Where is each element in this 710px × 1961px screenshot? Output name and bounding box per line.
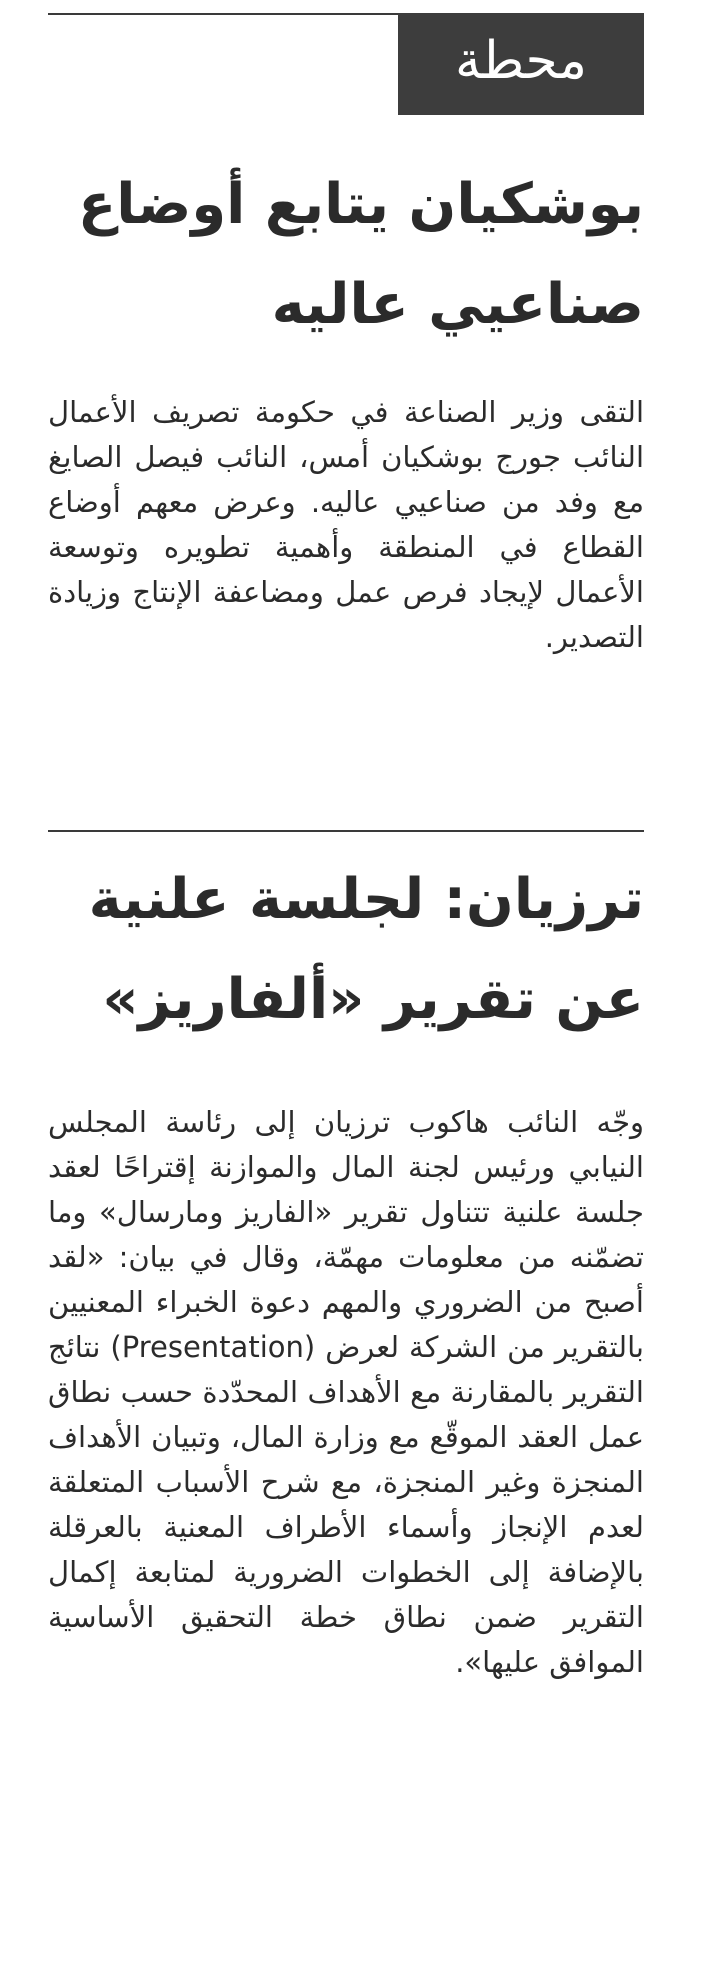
article1-headline-line1: بوشكيان يتابع أوضاع [77, 172, 644, 237]
article2-headline-line1: ترزيان: لجلسة علنية [88, 867, 644, 932]
article1-headline-line2: صناعيي عاليه [271, 272, 644, 337]
article1-headline [48, 155, 644, 355]
section-label-text: محطة [455, 31, 587, 91]
article-divider [48, 830, 644, 832]
article2-headline [48, 850, 644, 1050]
article2-headline-line2: عن تقرير «ألفاريز» [102, 967, 644, 1032]
article2-body: وجّه النائب هاكوب ترزيان إلى رئاسة المجلس النيابي ورئيس لجنة المال والموازنة إقتراحًا لعقد جلسة علنية تتناول تقرير «الفاريز ومارسال» وما تضمّنه من معلومات مهمّة، وقال في بيان: «لقد أصبح من الضروري والمهم دعوة الخبراء المعنيين بالتقرير من الشركة لعرض (Presentation) نتائج التقرير بالمقارنة مع الأهداف المحدّدة حسب نطاق عمل العقد الموقّع مع وزارة المال، وتبيان الأهداف المنجزة وغير المنجزة، مع شرح الأسباب المتعلقة لعدم الإنجاز وأسماء الأطراف المعنية بالعرقلة بالإضافة إلى الخطوات الضرورية لمتابعة إكمال التقرير ضمن نطاق خطة التحقيق الأساسية الموافق عليها». [48, 1105, 644, 1679]
section-label [398, 13, 644, 115]
article1-body: التقى وزير الصناعة في حكومة تصريف الأعمال النائب جورج بوشكيان أمس، النائب فيصل الصايغ مع وفد من صناعيي عاليه. وعرض معهم أوضاع القطاع في المنطقة وأهمية تطويره وتوسعة الأعمال لإيجاد فرص عمل ومضاعفة الإنتاج وزيادة التصدير. [48, 395, 644, 654]
